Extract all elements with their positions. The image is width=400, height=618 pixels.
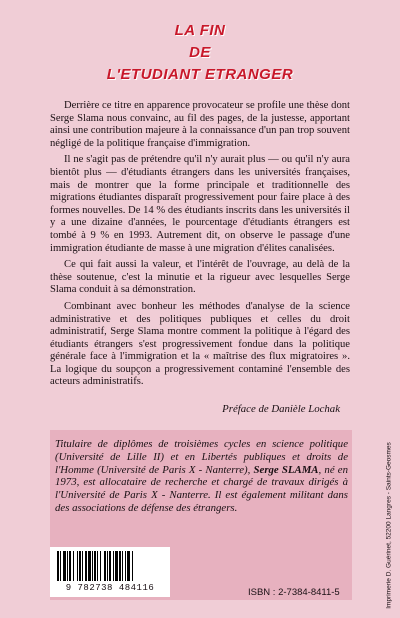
blurb-paragraph-1: Derrière ce titre en apparence provocateur se profile une thèse dont Serge Slama nous convainc, au fil des pages, de la justesse, apportant ainsi une contribution majeure à la connaissance d'un pan trop souvent négligé de la politique française d'immigration. — [50, 100, 350, 149]
barcode-bar — [132, 551, 133, 581]
barcode-bar — [79, 551, 81, 581]
barcode-bar — [113, 551, 114, 581]
barcode-bar — [73, 551, 74, 581]
barcode-bar — [82, 551, 83, 581]
barcode-bar — [115, 551, 118, 581]
title-line-2: DE — [189, 44, 211, 61]
title-line-1: LA FIN — [174, 22, 226, 39]
barcode-bar — [97, 551, 98, 581]
barcode-number: 9 782738 484116 — [65, 583, 155, 593]
barcode-bar — [109, 551, 111, 581]
barcode-bar — [67, 551, 68, 581]
preface-credit: Préface de Danièle Lochak — [222, 403, 340, 415]
blurb-paragraph-4: Combinant avec bonheur les méthodes d'analyse de la science administrative et des politiques publiques et celles du droit administratif, Serge Slama montre comment la politique à l'égard des étudiants étrangers s'est progressivement fondue dans la politique générale face à l'immigration et la « maîtrise des flux migratoires ». La logique du soupçon a progressivement contaminé l'ensemble des acteurs administratifs. — [50, 300, 350, 388]
barcode-bar — [107, 551, 108, 581]
blurb-paragraph-2: Il ne s'agit pas de prétendre qu'il n'y aurait plus — ou qu'il n'y aura bientôt plus — d'étudiants étrangers dans les universités françaises, mais de montrer que la forme principale et traditionnelle des migrations étudiantes disparaît progressivement pour faire place à des formes nouvelles. De 14 % des étudiants inscrits dans les universités il y a une dizaine d'années, le pourcentage d'étudiants étrangers est tombé à 9 % en 1993. Autrement dit, on observe le passage d'une immigration étudiante de masse à une migration d'élites canalisées. — [50, 154, 350, 254]
barcode-bar — [119, 551, 121, 581]
author-name: Serge SLAMA — [253, 463, 319, 476]
barcode-bar — [122, 551, 123, 581]
bio-part-1: Titulaire de diplômes de troisièmes cycles en science politique (Université de Lille II) et en Libertés publiques et droits de l'Homme (Université de Paris X - Nanterre), — [55, 438, 348, 476]
blurb — [50, 100, 350, 393]
barcode-bar — [77, 551, 78, 581]
barcode-bar — [57, 551, 59, 581]
barcode-bar — [69, 551, 71, 581]
isbn: ISBN : 2-7384-8411-5 — [248, 587, 340, 598]
barcode-bar — [100, 551, 101, 581]
barcode-bar — [104, 551, 106, 581]
barcode-icon — [56, 551, 164, 581]
printer-credit-text: Imprimerie D. Guérinet, 52200 Langres - Saints-Geosmes — [385, 442, 393, 609]
printer-credit — [384, 442, 394, 612]
barcode-bar — [125, 551, 126, 581]
barcode-bar — [127, 551, 130, 581]
barcode-bar — [94, 551, 96, 581]
author-bio — [55, 438, 348, 515]
barcode-bar — [60, 551, 61, 581]
barcode-bar — [85, 551, 87, 581]
title-line-3: L'ETUDIANT ETRANGER — [106, 66, 294, 83]
barcode-bar — [88, 551, 91, 581]
blurb-paragraph-3: Ce qui fait aussi la valeur, et l'intérêt de l'ouvrage, au delà de la thèse soutenue, c'est la minutie et la rigueur avec lesquelles Serge Slama conduit à sa démonstration. — [50, 259, 350, 296]
barcode-bar — [92, 551, 93, 581]
barcode-bar — [63, 551, 66, 581]
bio-part-2: , né en 1973, est allocataire de recherche et chargé de travaux dirigés à l'Université de Paris X - Nanterre. Il est également militant dans des associations de défense des étrangers. — [55, 463, 348, 514]
